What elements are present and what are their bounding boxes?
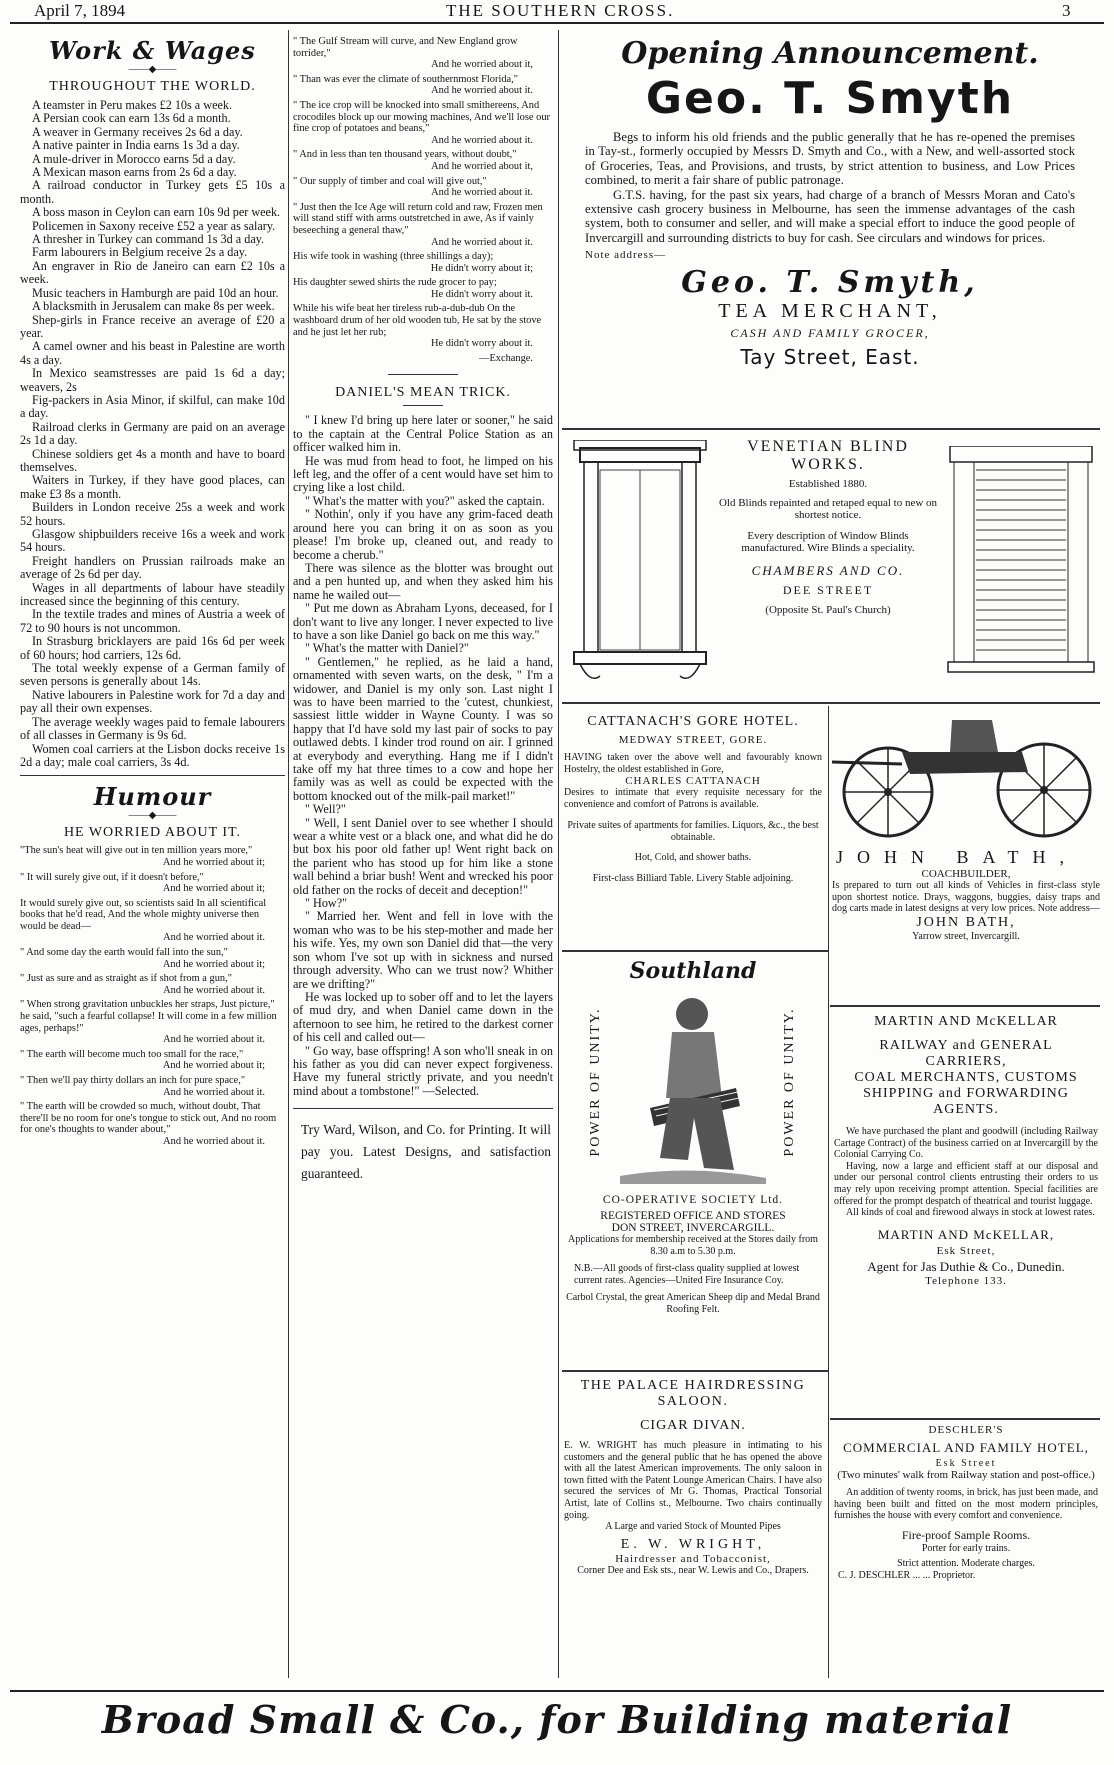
wage-item: The average weekly wages paid to female labourers of all classes in Germany is 9s 6d. [20, 714, 285, 743]
wage-item: Women coal carriers at the Lisbon docks receive 1s 2d a day; male coal carriers, 3s 4d. [20, 741, 285, 769]
firm-street: DEE STREET [782, 582, 874, 597]
story-paragraph: " Nothin', only if you have any grim-faced death around here you can bring it on as soon as you please! I'm broke up, cleaned out, and ready to become a cherub." [293, 507, 553, 562]
story-paragraph: " Well?" [305, 802, 346, 817]
bottom-banner-ad: Broad Small & Co., for Building material [10, 1690, 1104, 1750]
coop-para: N.B.—All goods of first-class quality supplied at lowest current rates. Agencies—United Fire Insurance Coy. [574, 1263, 800, 1286]
coop-para: Carbol Crystal, the great American Sheep dip and Medal Brand Roofing Felt. [566, 1292, 820, 1315]
carriers-agent: Agent for Jas Duthie & Co., Dunedin. [867, 1258, 1065, 1274]
coachbuilder-para: Is prepared to turn out all kinds of Vehicles in first-class style upon shortest notice. Drays, waggons, buggies, daisy traps and dog carts made in latest designs at very low prices. Note address— [832, 880, 1100, 915]
deschler-title: COMMERCIAL AND FAMILY HOTEL, [843, 1440, 1089, 1455]
wage-item: An engraver in Rio de Janeiro can earn £2 10s a week. [20, 258, 285, 287]
verse-line: " It will surely give out, if it doesn't before," [20, 871, 204, 883]
work-wages-column [20, 36, 285, 1151]
deschler-para: An addition of twenty rooms, in brick, has just been made, and having been built and fitted on the most modern principles, furnishes the house with every comfort and convenience. [834, 1487, 1098, 1522]
note-address: Note address— [585, 249, 667, 262]
wage-item: A boss mason in Ceylon can earn 10s 9d per week. [32, 205, 281, 220]
verse-line: " Than was ever the climate of southernmost Florida," [293, 73, 518, 85]
window-frame-illustration [570, 440, 710, 692]
story-text [293, 414, 553, 1098]
merchant-name-2: Geo. T. Smyth, [681, 265, 979, 301]
story-paragraph: He was mud from head to foot, he limped on his left leg, and the offer of a cent would have set him to crying like a lost child. [293, 453, 553, 495]
side-text-right: POWER OF UNITY. [782, 1007, 797, 1157]
martin-mckellar-ad [834, 1014, 1098, 1287]
verse-line: It would surely give out, so scientists said In all scientifical books that he'd read, And the whole mighty universe then would be dead— [20, 897, 267, 932]
hotel-para: Desires to intimate that every requisite necessary for the convenience and comfort of Patrons is available. [564, 787, 822, 810]
verse-refrain: And he worried about it; [162, 856, 265, 868]
southland-coop-ad [564, 958, 822, 1316]
coachbuilder-address: Yarrow street, Invercargill. [912, 930, 1020, 942]
hotel-para: HAVING taken over the above well and favourably known Hostelry, the oldest established in Gore, [564, 752, 822, 775]
deschler-top: DESCHLER'S [928, 1424, 1004, 1436]
verse-refrain: And he worried about it; [162, 958, 265, 970]
registered-office: REGISTERED OFFICE AND STORES [600, 1210, 786, 1222]
verse-line: "The sun's heat will give out in ten million years more," [20, 845, 253, 857]
verse-line: His wife took in washing (three shillings a day); [293, 251, 494, 263]
wage-item: In Strasburg bricklayers are paid 16s 6d per week of 60 hours; hod carriers, 12s 6d. [20, 634, 285, 662]
saloon-title: THE PALACE HAIRDRESSING SALOON. [580, 1378, 806, 1409]
buggy-carriage-illustration [832, 712, 1100, 842]
deschler-hotel-ad [834, 1424, 1098, 1582]
saloon-para: A Large and varied Stock of Mounted Pipes [605, 1521, 781, 1533]
story-paragraph: " What's the matter with Daniel?" [305, 641, 469, 656]
wage-item: Fig-packers in Asia Minor, if skilful, can make 10d a day. [20, 392, 285, 421]
deschler-proprietor: C. J. DESCHLER ... ... Proprietor. [838, 1569, 976, 1581]
hotel-para: First-class Billiard Table. Livery Stable adjoining. [592, 873, 794, 885]
story-paragraph: " Gentlemen," he replied, as he laid a hand, ornamented with seven warts, on the desk, " I'm a widower, and Daniel is my only son. Last night I was to have been married to the 'cutest, chunkiest, sassiest little widder in Wayne County. I was so happy that I'd have sold my last pair of socks to pay outlawed debts. I kinder trod round on air. I grinned at everybody and everything. Hang me if I didn't take off my hat three times to a cow and hope her family was as well as could be expected with the bottom knocked out of the milk-pail market!" [293, 654, 553, 803]
poem-credit: —Exchange. [479, 352, 533, 364]
blind-para: Every description of Window Blinds manufactured. Wire Blinds a speciality. [741, 529, 915, 555]
verse-line: " The Gulf Stream will curve, and New England grow torrider," [293, 36, 518, 59]
verse-refrain: And he worried about it. [431, 236, 533, 248]
deschler-street: Esk Street [935, 1458, 997, 1469]
verse-refrain: And he worried about it, [431, 59, 533, 71]
wage-item: A blacksmith in Jerusalem can make 8s per week. [32, 299, 275, 314]
wage-item: A native painter in India earns 1s 3d a day. [32, 138, 240, 153]
wage-item: Wages in all departments of labour have steadily increased since the beginning of this century. [20, 580, 285, 609]
story-paragraph: " What's the matter with you?" asked the captain. [305, 493, 545, 508]
wage-item: A teamster in Peru makes £2 10s a week. [32, 98, 233, 112]
hotel-para: Hot, Cold, and shower baths. [634, 851, 752, 863]
blind-para: Old Blinds repainted and retaped equal to new on shortest notice. [718, 496, 938, 522]
printing-ad: Try Ward, Wilson, and Co. for Printing. It will pay you. Latest Designs, and satisfaction guaranteed. [301, 1122, 551, 1182]
hairdresser-address: Corner Dee and Esk sts., near W. Lewis and Co., Drapers. [577, 1564, 809, 1576]
verse-line: While his wife beat her tireless rub-a-dub-dub On the washboard drum of her old wooden tub, He sat by the stove and he just let her rub; [293, 303, 542, 338]
smyth-announcement [565, 36, 1095, 369]
carriers-line: RAILWAY and GENERAL [879, 1038, 1053, 1053]
coachbuilder-name: JOHN BATH, [836, 847, 1079, 867]
wage-item: Freight handlers on Prussian railroads make an average of 2s 6d per day. [20, 553, 285, 582]
society-name: CO-OPERATIVE SOCIETY Ltd. [602, 1194, 784, 1206]
column-rule [558, 30, 559, 1678]
verse-line: " Then we'll pay thirty dollars an inch for pure space," [20, 1075, 246, 1086]
wage-item: A Persian cook can earn 13s 6d a month. [32, 111, 231, 126]
ornament-divider: ——◆—— [128, 810, 177, 822]
story-paragraph: " Well, I sent Daniel over to see whether I should wear a white vest or a black one, and what did he do but box his poor old father up! Went right back on the parient who has stood up for him like a stone wall behind a briar bush! Went and wrecked his poor old father on the rocks of deceit and deception!" [293, 815, 553, 897]
coachbuilder-name-2: JOHN BATH, [916, 914, 1016, 930]
firm-location: (Opposite St. Paul's Church) [765, 603, 891, 616]
trade-line-2: CASH AND FAMILY GROCER, [730, 326, 930, 341]
street-line: Tay Street, East. [740, 345, 920, 370]
verse-refrain: And he worried about it. [163, 984, 265, 996]
firm-name: CHAMBERS AND CO. [751, 562, 905, 578]
wage-item: A thresher in Turkey can command 1s 3d a day. [32, 232, 265, 247]
verse-refrain: And he worried about it; [162, 1060, 265, 1072]
verse-refrain: He didn't worry about it. [430, 338, 533, 350]
story-paragraph: " How?" [305, 896, 348, 911]
verse-line: " Our supply of timber and coal will give out," [293, 175, 487, 187]
hotel-title: CATTANACH'S GORE HOTEL. [587, 714, 799, 729]
carriers-line: SHIPPING and FORWARDING AGENTS. [863, 1086, 1069, 1117]
issue-date: April 7, 1894 [34, 1, 126, 20]
carriers-line: CARRIERS, [925, 1054, 1007, 1069]
wage-item: The total weekly expense of a German family of seven persons is generally about 14s. [20, 661, 285, 689]
coop-para: Applications for membership received at the Stores daily from 8.30 a.m to 5.30 p.m. [568, 1234, 818, 1257]
verse-line: His daughter sewed shirts the rude grocer to pay; [293, 277, 497, 289]
verse-line: " When strong gravitation unbuckles her straps, Just picture," he said, "such a fearful collapse! It will come in a few million ages, perhaps!" [20, 999, 277, 1034]
kneeling-man-bundle-illustration [610, 988, 776, 1188]
wage-item: Chinese soldiers get 4s a month and have to board themselves. [20, 446, 285, 474]
deschler-para: Fire-proof Sample Rooms. [901, 1527, 1031, 1542]
story-column [293, 36, 553, 1185]
poem-title: HE WORRIED ABOUT IT. [63, 825, 242, 841]
story-paragraph: He was locked up to sober off and to let the layers of mud dry, and when Daniel came down in the afternoon to see him, he retired to the darkest corner of his cell and called out— [293, 989, 553, 1045]
deschler-para: Porter for early trains. [921, 1542, 1011, 1554]
verse-refrain: And he worried about it. [163, 1135, 265, 1147]
wage-item: Native labourers in Palestine work for 7d a day and pay all their own expenses. [20, 687, 285, 716]
side-text-left: POWER OF UNITY. [588, 1007, 603, 1157]
wage-item: Waiters in Turkey, if they have good places, can make £3 8s a month. [20, 473, 285, 501]
verse-refrain: He didn't worry about it. [430, 288, 533, 300]
john-bath-ad [832, 712, 1100, 942]
wage-item: In the textile trades and mines of Austria a week of 72 to 90 hours is not uncommon. [20, 607, 285, 635]
verse-line: " The earth will be crowded so much, without doubt, That there'll be no room for one's tongue to stick out, And no room for one's thoughts to wander about," [20, 1101, 277, 1136]
verse-refrain: And he worried about it. [163, 1034, 265, 1046]
palace-hairdressing-ad [564, 1378, 822, 1576]
verse-refrain: And he worried about it; [162, 883, 265, 895]
wages-list [20, 99, 285, 769]
humour-title: Humour [93, 782, 212, 812]
carriers-line: COAL MERCHANTS, CUSTOMS [854, 1070, 1078, 1085]
coop-street: DON STREET, INVERCARGILL. [611, 1222, 775, 1234]
wage-item: Music teachers in Hamburgh are paid 10d an hour. [32, 285, 279, 300]
story-paragraph: " Put me down as Abraham Lyons, deceased, for I don't want to live any longer. I never expected to live to have a son like Daniel go back on me this way." [293, 601, 553, 642]
column-rule [288, 30, 289, 1678]
verse-refrain: And he worried about it. [431, 187, 533, 199]
wage-item: Farm labourers in Belgium receive 2s a day. [32, 245, 248, 260]
verse-line: " Just then the Ice Age will return cold and raw, Frozen men will stand stiff with arms outstretched in awe, As if vainly beseeching a general thaw," [293, 201, 543, 236]
verse-refrain: And he worried about it. [163, 932, 265, 944]
southland-title: Southland [629, 958, 757, 984]
poem-verses-continued [293, 36, 553, 350]
carriers-para: We have purchased the plant and goodwill (including Railway Cartage Contract) of the business carried on at Invercargill by the Colonial Carrying Co. [834, 1126, 1098, 1161]
story-paragraph: There was silence as the blotter was brought out and a pen hunted up, and when they asked him his name he wailed out— [293, 560, 553, 602]
verse-line: " The earth will become much too small for the race," [20, 1048, 244, 1060]
verse-refrain: He didn't worry about it; [430, 262, 533, 274]
venetian-blind-ad [568, 436, 1098, 694]
section-title: Work & Wages [49, 36, 256, 65]
hotel-para: Private suites of apartments for families. Liquors, &c., the best obtainable. [567, 820, 819, 843]
story-paragraph: " Married her. Went and fell in love with the woman who was to be his step-mother and made her his wife. Yes, my own son Daniel did that—the very son whom I've sot up with in sickness and nursed through adversity. Who can we trust now? Whither are we drifting?" [293, 909, 553, 991]
blind-works-title: VENETIAN BLIND WORKS. [747, 438, 909, 473]
section-subtitle: THROUGHOUT THE WORLD. [49, 79, 256, 94]
verse-refrain: And he worried about it, [431, 160, 533, 172]
poem-verses [20, 845, 285, 1147]
deschler-para: Strict attention. Moderate charges. [897, 1558, 1035, 1570]
venetian-blind-illustration [946, 446, 1096, 686]
hotel-owner: CHARLES CATTANACH [625, 775, 761, 788]
page-number: 3 [1062, 1, 1071, 20]
verse-refrain: And he worried about it. [431, 85, 533, 97]
announcement-para: Begs to inform his old friends and the public generally that he has re-opened the premises in Tay-st., formerly occupied by Messrs D. Smyth and Co., with a New, and well-assorted stock of Groceries, Teas, and Provisions, and trusts, by strict attention to business, and Low Prices combined, to merit a fair share of public patronage. [585, 130, 1075, 188]
verse-line: " Just as sure and as straight as if shot from a gun," [20, 973, 232, 985]
carriers-title: MARTIN AND McKELLAR [874, 1014, 1058, 1029]
hairdresser-name: E. W. WRIGHT, [620, 1536, 766, 1552]
verse-line: " The ice crop will be knocked into small smithereens, And crocodiles block up our mowing machines, And we'll lose our fine crop of potatoes and beans," [293, 99, 550, 135]
cattanach-hotel-ad [564, 714, 822, 885]
carriers-telephone: Telephone 133. [925, 1274, 1007, 1287]
hairdresser-trade: Hairdresser and Tobacconist, [615, 1552, 771, 1565]
wage-item: Shep-girls in France receive an average of £20 a year. [20, 312, 285, 340]
wage-item: A railroad conductor in Turkey gets £5 10s a month. [20, 178, 285, 206]
wage-item: Glasgow shipbuilders receive 16s a week and work 54 hours. [20, 527, 285, 555]
wage-item: A mule-driver in Morocco earns 5d a day. [32, 151, 236, 166]
trade-line: TEA MERCHANT, [718, 300, 942, 323]
wage-item: Policemen in Saxony receive £52 a year as salary. [32, 218, 276, 233]
story-paragraph: " Go way, base offspring! A son who'll sneak in on his father as you did can never expect forgiveness. Have my funeral strictly private, and you needn't mind about a tombstone!" —Selected. [293, 1043, 553, 1098]
verse-line: " And in less than ten thousand years, without doubt," [293, 149, 517, 161]
saloon-subtitle: CIGAR DIVAN. [640, 1418, 746, 1433]
wage-item: In Mexico seamstresses are paid 1s 6d a day; weavers, 2s [20, 366, 285, 394]
coachbuilder-trade: COACHBUILDER, [921, 868, 1011, 880]
carriers-para: Having, now a large and efficient staff at our disposal and under our personal control clients entrusting their orders to us may rely upon receiving prompt attention. Special facilities are offered for the prompt despatch of theatrical and tourist luggage. [834, 1160, 1098, 1207]
announcement-heading: Opening Announcement. [621, 36, 1039, 71]
wage-item: A Mexican mason earns from 2s 6d a day. [32, 165, 237, 180]
ornament-divider: ——◆—— [128, 64, 177, 75]
carriers-street: Esk Street, [936, 1244, 996, 1257]
announcement-para: G.T.S. having, for the past six years, had charge of a branch of Messrs Moran and Cato's extensive cash grocery business in Melbourne, has seen the immense advantages of the cash system, both to consumer and seller, and will make a special effort to induce the good people of Invercargill and surrounding districts to buy for cash. See circulars and windows for prices. [585, 187, 1075, 245]
carriers-para: All kinds of coal and firewood always in stock at lowest rates. [846, 1207, 1095, 1219]
verse-refrain: And he worried about it. [163, 1086, 265, 1098]
wage-item: A weaver in Germany receives 2s 6d a day. [32, 124, 243, 139]
saloon-para: E. W. WRIGHT has much pleasure in intimating to his customers and the general public that he has opened the above with all the latest American improvements. The only saloon in town fitted with the Patent Lounge American Chairs. I have also secured the services of Mr G. Thomas, Practical Tonsorial Artist, late of Collins st., Melbourne. Two chairs continually going. [564, 1440, 822, 1521]
established-line: Established 1880. [788, 478, 868, 490]
wage-item: Builders in London receive 25s a week and work 52 hours. [20, 500, 285, 528]
story-paragraph: " I knew I'd bring up here later or sooner," he said to the captain at the Central Police Station as an officer walked him in. [293, 413, 553, 455]
deschler-para: (Two minutes' walk from Railway station and post-office.) [837, 1469, 1095, 1481]
wage-item: A camel owner and his beast in Palestine are worth 4s a day. [20, 339, 285, 367]
verse-refrain: And he worried about it. [431, 134, 533, 146]
carriers-name: MARTIN AND McKELLAR, [877, 1226, 1055, 1242]
hotel-street: MEDWAY STREET, GORE. [618, 734, 768, 746]
merchant-name: Geo. T. Smyth [645, 73, 1015, 124]
story-title: DANIEL'S MEAN TRICK. [335, 385, 511, 401]
newspaper-title: THE SOUTHERN CROSS. [446, 1, 675, 20]
verse-line: " And some day the earth would fall into the sun," [20, 947, 228, 959]
wage-item: Railroad clerks in Germany are paid on an average 2s 1d a day. [20, 419, 285, 448]
